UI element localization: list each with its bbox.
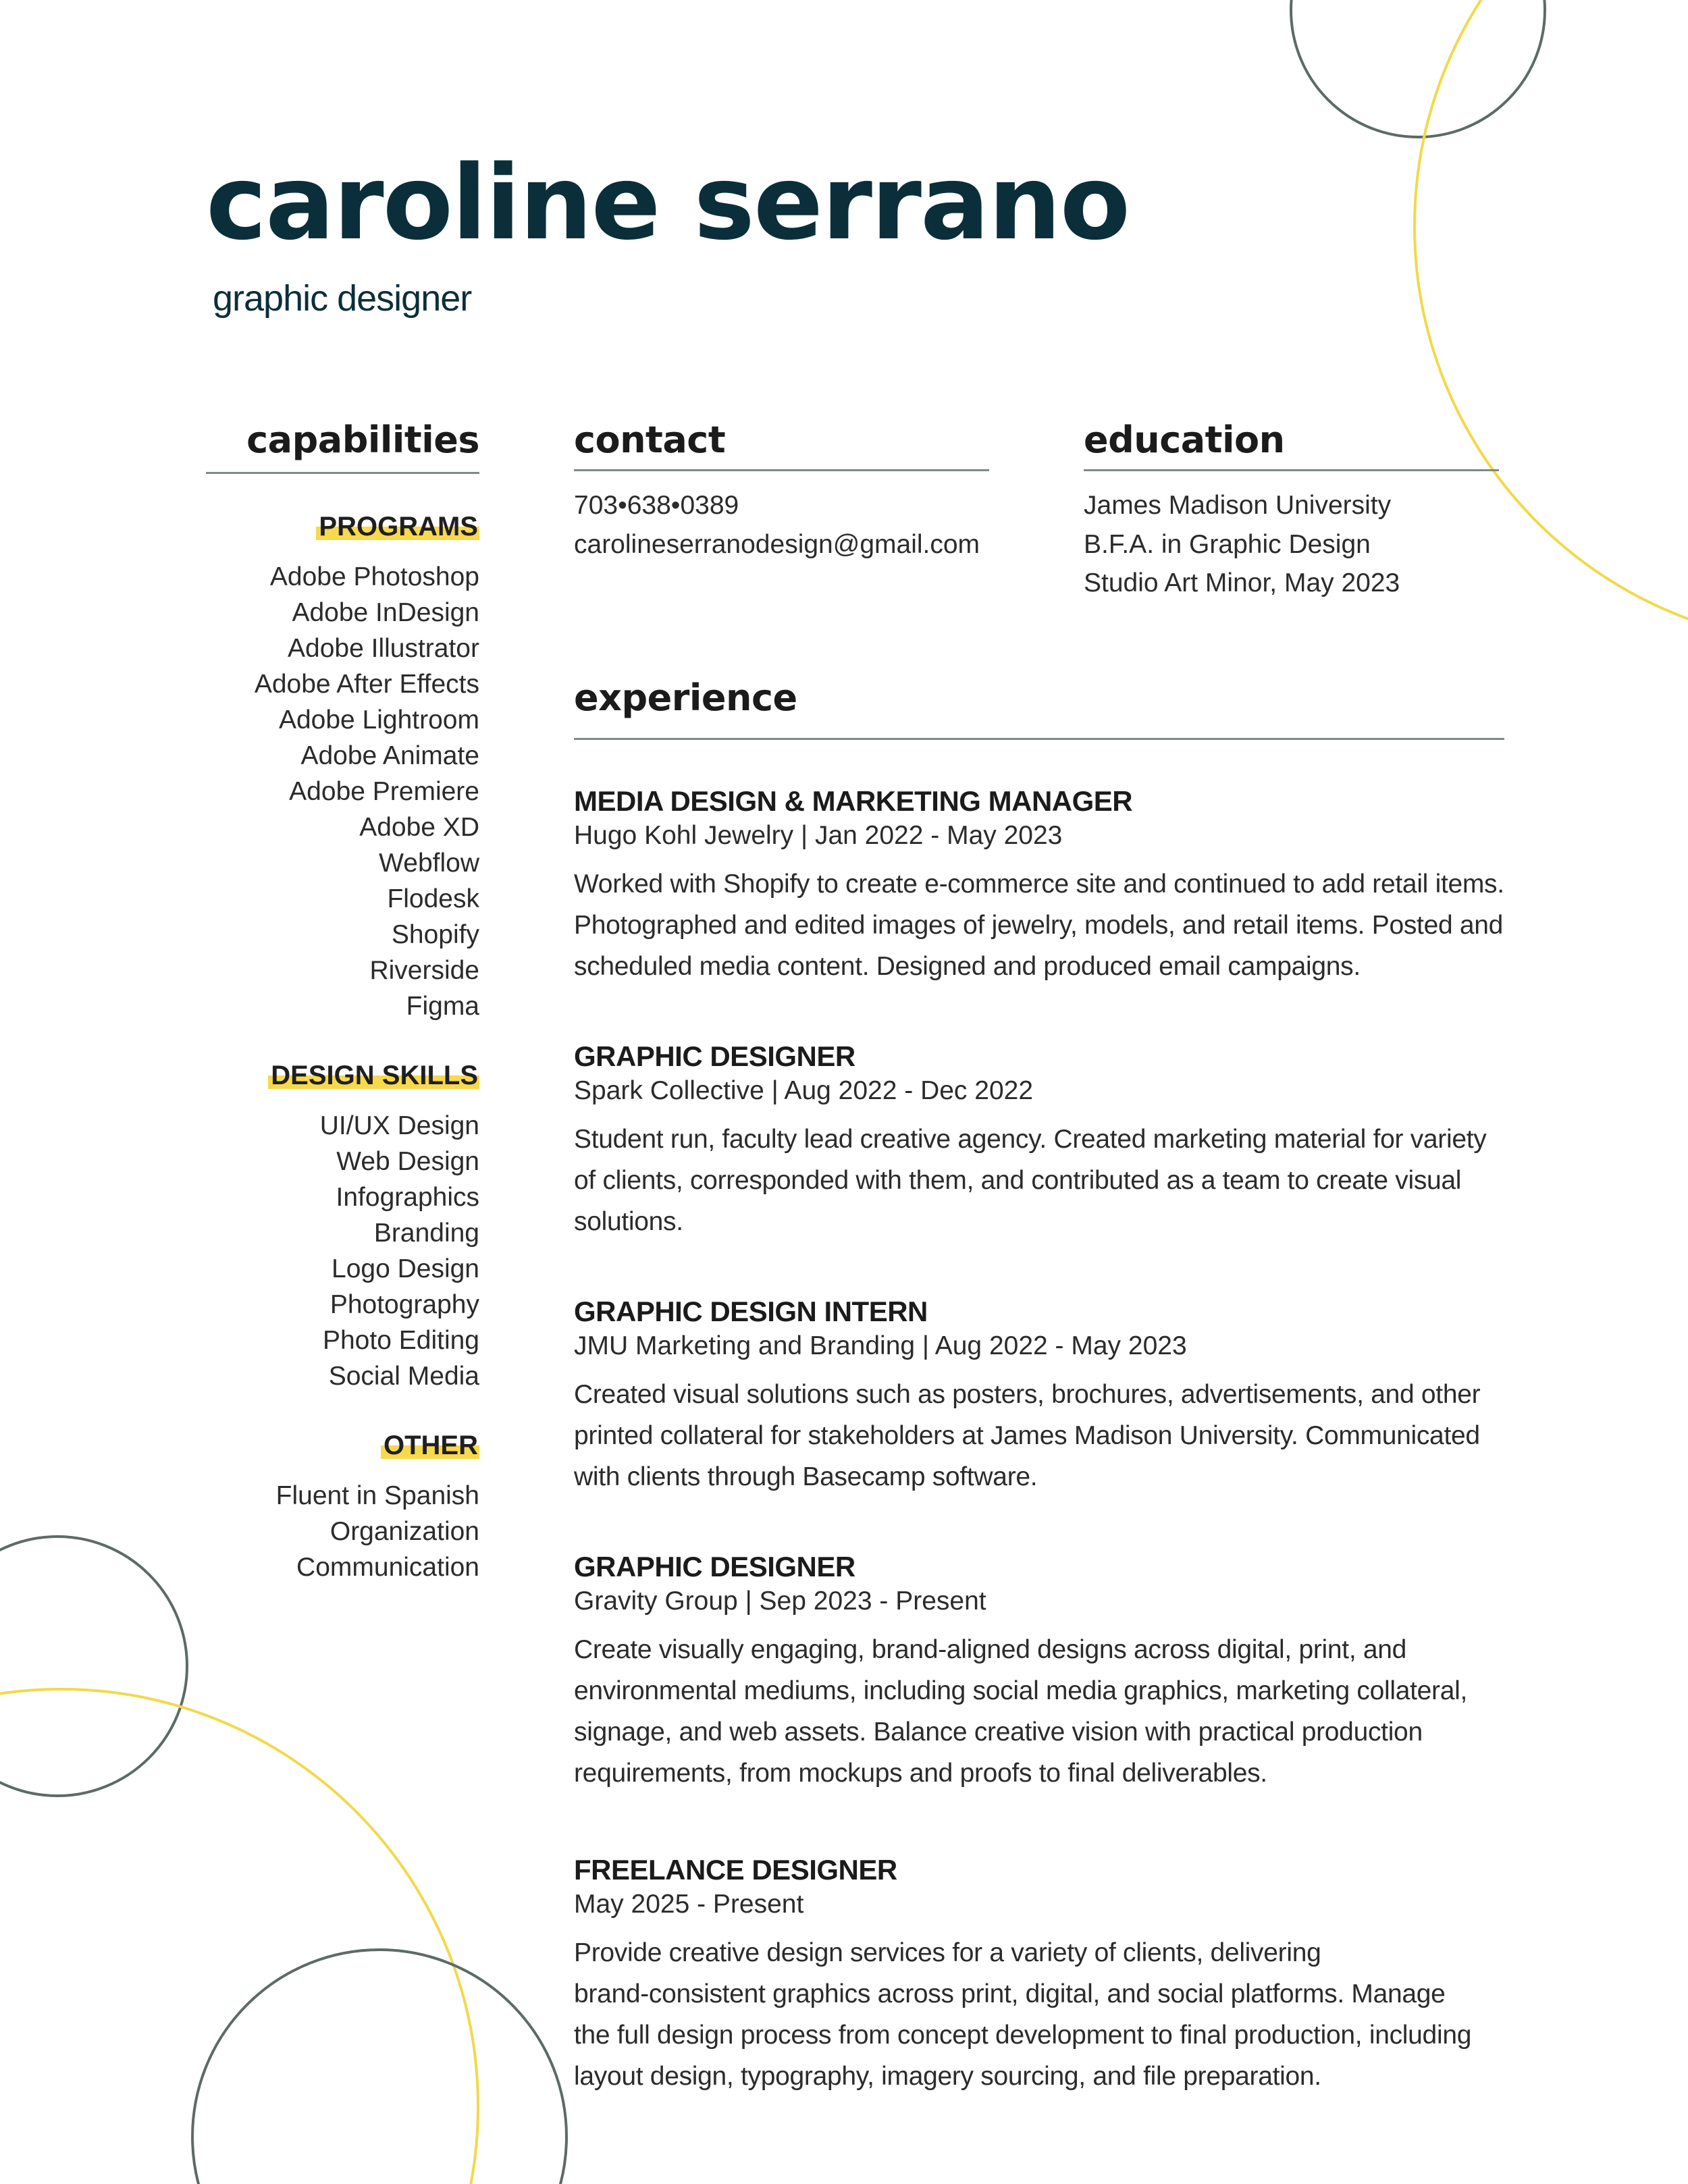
job-description [574, 1119, 1504, 1242]
job-description-line: printed collateral for stakeholders at James Madison University. Communicated [574, 1421, 1480, 1450]
capability-item: Figma [406, 992, 479, 1021]
experience-jobs [574, 787, 1504, 2097]
capability-group-label [206, 1061, 479, 1089]
experience-job [574, 1042, 1504, 1242]
contact-section [574, 419, 989, 564]
resume-name: caroline serrano [206, 143, 1130, 263]
contact-phone: 703•638•0389 [574, 491, 739, 520]
contact-divider [574, 469, 989, 471]
capability-item: Photo Editing [322, 1326, 479, 1355]
education-section [1084, 419, 1499, 603]
capability-group-label [206, 512, 479, 540]
capability-item: Adobe Lightroom [278, 705, 479, 735]
capability-item: Adobe Photoshop [269, 562, 479, 591]
education-school: James Madison University [1084, 491, 1392, 520]
job-description-line: signage, and web assets. Balance creative vision with practical production [574, 1717, 1423, 1747]
education-heading: education [1084, 419, 1285, 461]
capability-group-tag: OTHER [381, 1431, 479, 1459]
job-description-line: scheduled media content. Designed and produced email campaigns. [574, 952, 1361, 981]
capability-item: Fluent in Spanish [275, 1481, 479, 1510]
job-meta: JMU Marketing and Branding | Aug 2022 - May 2023 [574, 1331, 1187, 1360]
job-description-line: requirements, from mockups and proofs to final deliverables. [574, 1759, 1267, 1788]
capability-item: Shopify [391, 920, 479, 949]
experience-job [574, 787, 1504, 987]
job-title: GRAPHIC DESIGNER [574, 1040, 855, 1072]
left-yellow-circle [0, 1689, 478, 2184]
education-degree: B.F.A. in Graphic Design [1084, 529, 1371, 559]
capabilities-section [206, 419, 479, 1585]
capability-group-tag: DESIGN SKILLS [268, 1061, 479, 1089]
job-description [574, 863, 1504, 987]
bottom-gray-circle [192, 1950, 566, 2184]
job-meta: Gravity Group | Sep 2023 - Present [574, 1587, 986, 1616]
capability-item: Social Media [328, 1362, 479, 1391]
capability-item: Flodesk [387, 884, 479, 913]
education-minor: Studio Art Minor, May 2023 [1084, 568, 1400, 597]
capability-item: Adobe Animate [300, 741, 479, 770]
capability-item: Photography [329, 1290, 479, 1319]
capability-list [206, 559, 479, 1024]
job-description [574, 1629, 1504, 1794]
job-description-line: Create visually engaging, brand-aligned designs across digital, print, and [574, 1635, 1407, 1664]
job-description-line: solutions. [574, 1207, 683, 1236]
experience-section [574, 676, 1504, 2097]
resume-role: graphic designer [213, 278, 472, 319]
experience-divider [574, 738, 1504, 740]
capability-item: Adobe InDesign [292, 598, 479, 627]
capability-item: Logo Design [332, 1254, 479, 1283]
capability-item: Riverside [369, 956, 479, 985]
experience-job [574, 1553, 1504, 1794]
capability-item: Communication [296, 1553, 479, 1582]
education-divider [1084, 469, 1499, 471]
contact-heading: contact [574, 419, 726, 461]
experience-job [574, 1298, 1504, 1497]
capability-item: Adobe Premiere [289, 777, 479, 806]
job-description-line: brand-consistent graphics across print, digital, and social platforms. Manage [574, 1979, 1446, 2008]
capability-item: Adobe XD [359, 813, 479, 842]
capability-item: Infographics [336, 1183, 479, 1212]
capability-item: Adobe Illustrator [288, 634, 479, 663]
capabilities-groups [206, 512, 479, 1585]
job-meta: Hugo Kohl Jewelry | Jan 2022 - May 2023 [574, 821, 1063, 850]
job-title: FREELANCE DESIGNER [574, 1854, 897, 1886]
job-description-line: Provide creative design services for a variety of clients, delivering [574, 1938, 1321, 1967]
capabilities-divider [206, 472, 479, 474]
job-description [574, 1374, 1504, 1497]
capability-item: Organization [329, 1517, 479, 1546]
capability-item: Branding [373, 1219, 479, 1248]
capability-list [206, 1108, 479, 1394]
job-description [574, 1932, 1504, 2097]
job-title: MEDIA DESIGN & MARKETING MANAGER [574, 785, 1133, 817]
job-meta: May 2025 - Present [574, 1890, 804, 1919]
job-description-line: layout design, typography, imagery sourcing, and file preparation. [574, 2062, 1321, 2091]
experience-job [574, 1856, 1504, 2097]
capability-item: UI/UX Design [319, 1111, 479, 1140]
job-title: GRAPHIC DESIGN INTERN [574, 1296, 928, 1327]
capability-group-tag: PROGRAMS [316, 512, 479, 540]
job-description-line: with clients through Basecamp software. [574, 1462, 1038, 1491]
capability-item: Web Design [336, 1147, 479, 1176]
job-title: GRAPHIC DESIGNER [574, 1551, 855, 1582]
experience-heading: experience [574, 676, 797, 719]
capability-item: Webflow [379, 849, 479, 878]
job-meta: Spark Collective | Aug 2022 - Dec 2022 [574, 1076, 1034, 1105]
contact-email: carolineserranodesign@gmail.com [574, 529, 980, 559]
job-description-line: Worked with Shopify to create e-commerce site and continued to add retail items. [574, 870, 1504, 899]
job-description-line: the full design process from concept development to final production, including [574, 2021, 1472, 2050]
job-description-line: environmental mediums, including social media graphics, marketing collateral, [574, 1676, 1468, 1705]
capability-group-label [206, 1431, 479, 1459]
top-right-gray-circle [1291, 0, 1545, 137]
job-description-line: Created visual solutions such as posters, brochures, advertisements, and other [574, 1380, 1481, 1409]
job-description-line: Photographed and edited images of jewelry, models, and retail items. Posted and [574, 911, 1504, 940]
job-description-line: of clients, corresponded with them, and contributed as a team to create visual [574, 1166, 1462, 1195]
left-gray-circle [0, 1537, 187, 1796]
capability-item: Adobe After Effects [254, 670, 479, 699]
job-description-line: Student run, faculty lead creative agency. Created marketing material for variety [574, 1125, 1487, 1154]
capability-list [206, 1478, 479, 1585]
capabilities-heading: capabilities [246, 419, 479, 461]
